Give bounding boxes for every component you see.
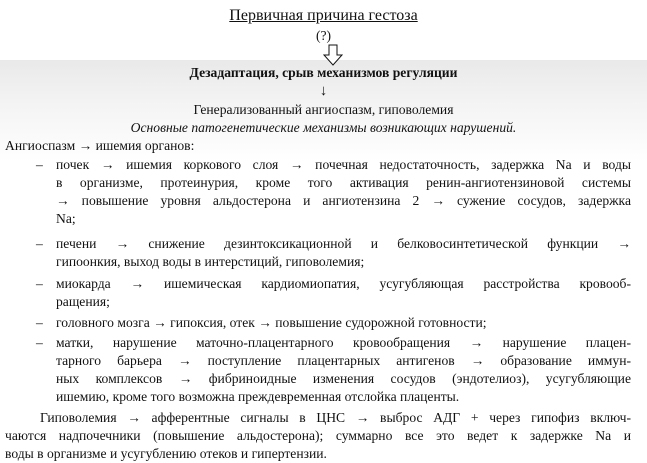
closing-line: чаются надпочечники (повышение альдостерона); суммарно все это ведет к задержке Na и (5, 428, 631, 443)
question-mark: ? (320, 28, 327, 43)
list-item-line: в организме, протеинурия, кроме того активация ренин-ангиотензиновой системы (56, 175, 631, 190)
list-item-line: матки, нарушение маточно-плацентарного кровообращения → нарушение плацен- (56, 335, 631, 350)
hollow-down-arrow-icon (323, 44, 343, 66)
list-item-line: миокарда → ишемическая кардиомиопатия, усугубляющая расстройства кровооб- (56, 276, 631, 291)
list-item-line: → повышение уровня альдостерона и ангиотензина 2 → сужение сосудов, задержка (56, 193, 631, 208)
list-item-line: Na; (56, 211, 76, 226)
list-item-line: ишемию, кроме того возможна преждевременная отслойка плаценты. (56, 389, 460, 404)
list-item-line: тарного барьера → поступление плацентарных антигенов → образование иммун- (56, 353, 631, 368)
mechanisms-line: Основные патогенетические механизмы возникающих нарушений. (130, 120, 517, 135)
list-item-line: головного мозга → гипоксия, отек → повышение судорожной готовности; (56, 315, 487, 330)
list-dash: – (36, 276, 43, 291)
page-title: Первичная причина гестоза (229, 7, 418, 24)
question-marker: (?) (315, 28, 332, 43)
list-dash: – (36, 335, 43, 350)
list-item-line: ных комплексов → фибриноидные изменения сосудов (эндотелиоз), усугубляющие (56, 371, 631, 386)
list-item-line: почек → ишемия коркового слоя → почечная недостаточность, задержка Na и воды (56, 157, 631, 172)
list-dash: – (36, 315, 43, 330)
closing-line: Гиповолемия → афферентные сигналы в ЦНС → выброс АДГ + через гипофиз включ- (40, 410, 631, 425)
list-item-line: печени → снижение дезинтоксикационной и белковосинтетической функции → (56, 236, 631, 251)
list-item-line: гипоонкия, выход воды в интерстиций, гиповолемия; (56, 254, 365, 269)
list-item-line: ращения; (56, 294, 110, 309)
desadaptation-heading: Дезадаптация, срыв механизмов регуляции (189, 65, 458, 80)
intro-line: Ангиоспазм → ишемия органов: (5, 138, 195, 153)
list-dash: – (36, 157, 43, 172)
down-arrow-icon: ↓ (319, 83, 328, 99)
closing-line: воды в организме и усугублению отеков и гипертензии. (5, 446, 327, 461)
angiospasm-line: Генерализованный ангиоспазм, гиповолемия (193, 102, 454, 117)
list-dash: – (36, 236, 43, 251)
